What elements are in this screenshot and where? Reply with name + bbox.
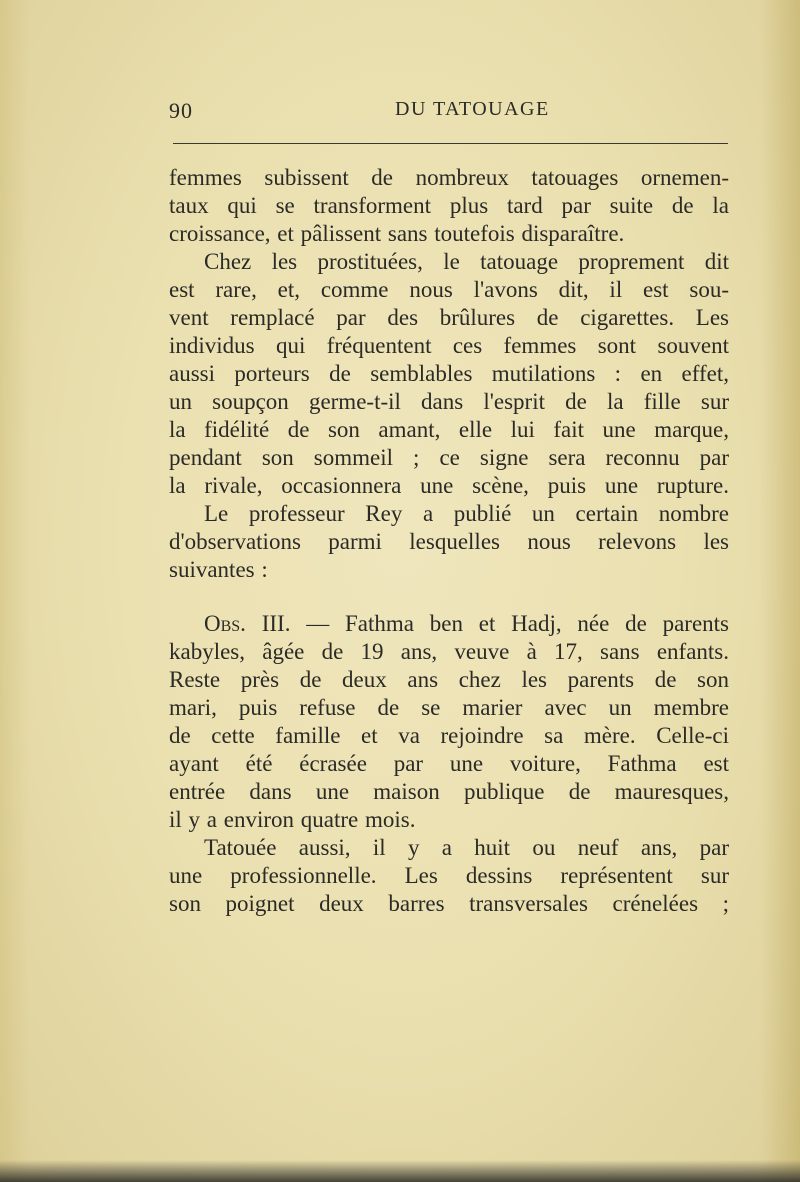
text-line: Reste près de deux ans chez les parents de son [169,667,729,692]
header-rule [173,143,728,144]
text-line: est rare, et, comme nous l'avons dit, il est sou- [169,277,729,302]
text-line: une professionnelle. Les dessins représentent sur [169,863,729,888]
text-line: de cette famille et va rejoindre sa mère. Celle-ci [169,723,729,748]
page-edge-left [0,0,30,1182]
text-line: pendant son sommeil ; ce signe sera reconnu par [169,445,729,470]
body-text [169,164,729,918]
paragraph [169,248,729,500]
text-line: taux qui se transforment plus tard par suite de la [169,193,729,218]
text-line: la rivale, occasionnera une scène, puis une rupture. [169,473,729,498]
text-line: vent remplacé par des brûlures de cigarettes. Les [169,305,729,330]
text-line: individus qui fréquentent ces femmes sont souvent [169,333,729,358]
text-line: la fidélité de son amant, elle lui fait une marque, [169,417,729,442]
observation-first-line [169,610,729,638]
page-bottom-edge [0,1160,800,1182]
text-line: aussi porteurs de semblables mutilations : en effet, [169,361,729,386]
text-line: mari, puis refuse de se marier avec un membre [169,695,729,720]
paragraph [169,164,729,248]
text-line: son poignet deux barres transversales crénelées ; [169,891,729,916]
text-line: il y a environ quatre mois. [169,807,416,832]
text-line: kabyles, âgée de 19 ans, veuve à 17, sans enfants. [169,639,729,664]
text-line: croissance, et pâlissent sans toutefois disparaître. [169,221,625,246]
paragraph [169,500,729,584]
page-header [169,98,729,128]
text-line: ayant été écrasée par une voiture, Fathma est [169,751,729,776]
text-line: un soupçon germe-t-il dans l'esprit de la fille sur [169,389,729,414]
observation-paragraph [169,610,729,834]
text-line: Tatouée aussi, il y a huit ou neuf ans, par [204,835,729,860]
text-line: entrée dans une maison publique de mauresques, [169,779,729,804]
text-line: Le professeur Rey a publié un certain nombre [204,501,729,526]
text-line: femmes subissent de nombreux tatouages ornemen- [169,165,729,190]
text-line: Chez les prostituées, le tatouage proprement dit [204,249,729,274]
page-number: 90 [169,98,193,123]
page-edge-right [760,0,800,1182]
text-line: d'observations parmi lesquelles nous relevons les [169,529,729,554]
paragraph [169,834,729,918]
paragraph-gap [169,584,729,610]
text-line: suivantes : [169,557,268,582]
observation-first-line-text: III. — Fathma ben et Hadj, née de parents [245,611,729,636]
observation-label: Obs. [204,611,246,636]
running-title: DU TATOUAGE [395,98,550,120]
